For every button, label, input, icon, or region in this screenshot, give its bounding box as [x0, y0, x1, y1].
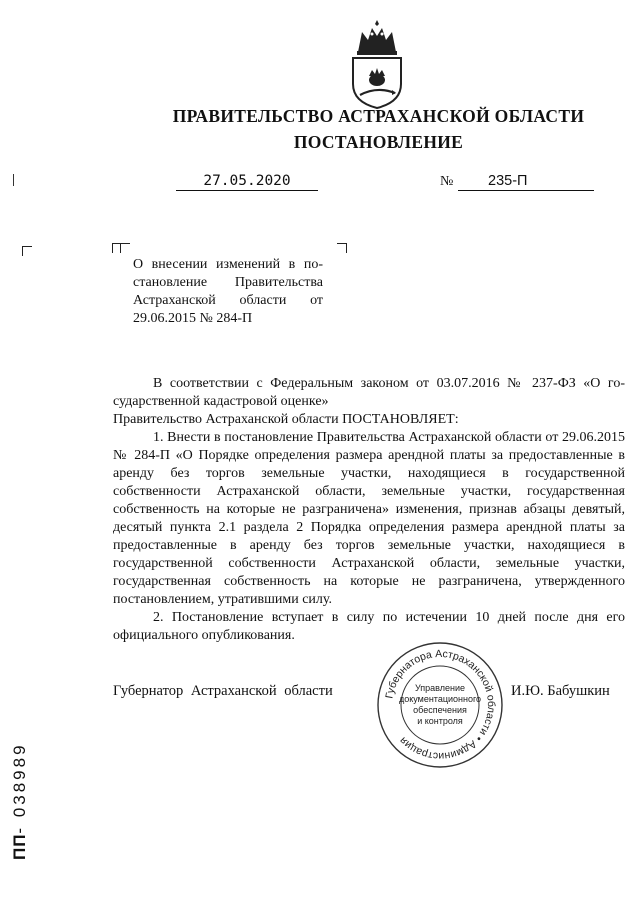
- stamp-center-line: обеспечения: [413, 705, 467, 715]
- corner-mark: [337, 243, 347, 253]
- subject-line: 29.06.2015 № 284-П: [133, 311, 253, 326]
- stamp-center-line: и контроля: [417, 716, 463, 726]
- clause-2: 2. Постановление вступает в силу по истечении 10 дней после дня его официального опубликования.: [113, 610, 625, 643]
- form-serial-number: [10, 730, 50, 860]
- number-sign: №: [440, 174, 454, 189]
- corner-mark: [120, 243, 130, 253]
- margin-mark: [13, 174, 14, 186]
- government-title: ПРАВИТЕЛЬСТВО АСТРАХАНСКОЙ ОБЛАСТИ: [172, 106, 585, 126]
- signatory-position: Губернатор Астраханской области: [113, 683, 333, 699]
- clause-1: 1. Внести в постановление Правительства Астраханской области от 29.06.2015 № 284-П «О Порядке определения размера арендной платы за предоставленные в аренду без торгов земельные участки, находящиеся в государственной собственности Астраханской области, земельные участки, государственная собственность на которые не разграничена» изменения, признав абзацы девятый, десятый пункта 2.1 раздела 2 Порядка определения размера арендной платы за предоставленные в аренду без торгов земельные участки, находящиеся в государственной собственности Астраханской области, земельные участки, государственная собственность на которые не разграничена, утвержденного постановлением, утратившими силу.: [113, 430, 625, 607]
- document-number: 235-П: [458, 173, 594, 191]
- document-date: 27.05.2020: [176, 173, 318, 191]
- signatory-name: И.Ю. Бабушкин: [511, 683, 610, 699]
- corner-mark: [22, 246, 32, 256]
- document-subject: [133, 256, 323, 328]
- stamp-center-line: документационного: [398, 694, 482, 704]
- document-body: [113, 375, 625, 645]
- document-type: ПОСТАНОВЛЕНИЕ: [293, 132, 464, 152]
- serial-digits: - 038989: [10, 742, 29, 834]
- stamp-center-line: Управление: [414, 683, 466, 693]
- official-stamp: [375, 640, 505, 770]
- decree-statement: Правительство Астраханской области ПОСТАНОВЛЯЕТ:: [113, 412, 459, 427]
- preamble-line: В соответствии с Федеральным законом от 03.07.2016 № 237-ФЗ «О го-: [153, 376, 625, 391]
- stamp-ring-text: Губернатора Астраханской области • Администрация: [383, 647, 498, 763]
- serial-prefix: ПП: [10, 833, 29, 860]
- preamble-line: сударственной кадастровой оценке»: [113, 394, 329, 409]
- coat-of-arms-emblem: [348, 18, 406, 110]
- subject-line: становление Правительства: [133, 275, 323, 290]
- subject-line: О внесении изменений в по-: [133, 257, 323, 272]
- subject-line: Астраханской области от: [133, 293, 323, 308]
